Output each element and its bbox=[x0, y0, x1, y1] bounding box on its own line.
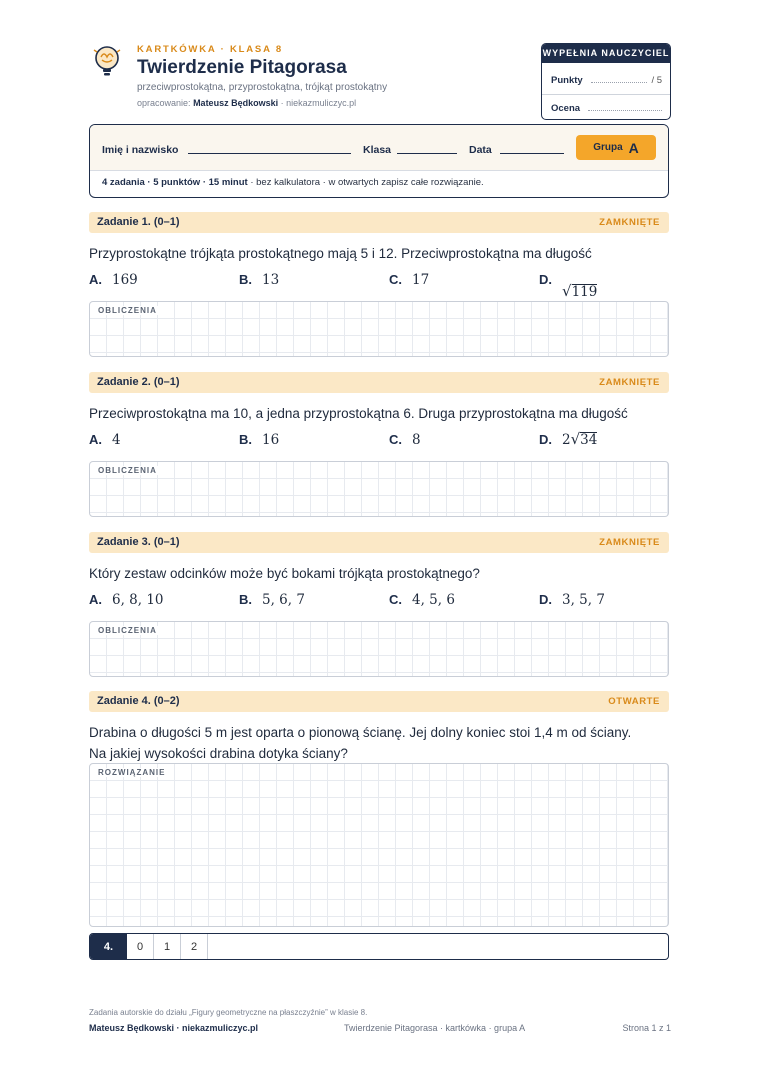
score-option-1[interactable]: 1 bbox=[154, 934, 181, 959]
task-4-score-row bbox=[89, 933, 669, 960]
sqrt-radicand: 34 bbox=[580, 432, 598, 448]
answer-value: 16 bbox=[262, 432, 280, 448]
grade-label: Ocena bbox=[551, 103, 581, 114]
task-4-question-line-1: Drabina o długości 5 m jest oparta o pionową ścianę. Jej dolny koniec stoi 1,4 m od ściany. bbox=[89, 725, 632, 740]
sqrt-radicand: 119 bbox=[571, 284, 598, 300]
grade-field[interactable] bbox=[588, 110, 662, 111]
footer-author: Mateusz Będkowski · niekazmuliczyc.pl bbox=[89, 1023, 259, 1033]
score-option-2[interactable]: 2 bbox=[181, 934, 208, 959]
answer-letter: B. bbox=[239, 432, 252, 447]
task-2-answer-b[interactable] bbox=[239, 432, 279, 448]
work-area-label: OBLICZENIA bbox=[98, 306, 157, 315]
task-2-answer-c[interactable] bbox=[389, 432, 421, 448]
task-3-answers bbox=[89, 592, 669, 612]
answer-letter: A. bbox=[89, 432, 102, 447]
task-1-answers bbox=[89, 272, 669, 300]
answer-value: 5, 6, 7 bbox=[262, 592, 305, 608]
work-area-label: ROZWIĄZANIE bbox=[98, 768, 166, 777]
group-label: Grupa bbox=[593, 142, 623, 153]
answer-value: 4, 5, 6 bbox=[412, 592, 455, 608]
answer-value: 169 bbox=[112, 272, 138, 288]
sqrt-icon: √ bbox=[570, 430, 581, 448]
task-3-header bbox=[89, 532, 669, 553]
task-2-answers bbox=[89, 432, 669, 452]
task-2-answer-a[interactable] bbox=[89, 432, 121, 448]
points-field[interactable] bbox=[591, 82, 648, 83]
answer-letter: D. bbox=[539, 592, 552, 607]
work-area-label: OBLICZENIA bbox=[98, 466, 157, 475]
task-3-answer-a[interactable] bbox=[89, 592, 164, 608]
grade-row bbox=[551, 94, 662, 114]
page-subtitle: przeciwprostokątna, przyprostokątna, trójkąt prostokątny bbox=[137, 82, 388, 93]
answer-letter: A. bbox=[89, 592, 102, 607]
task-1-header bbox=[89, 212, 669, 233]
answer-value: 4 bbox=[112, 432, 121, 448]
task-3-title: Zadanie 3. (0–1) bbox=[97, 536, 180, 548]
sqrt-icon: √ bbox=[562, 282, 572, 300]
test-summary-rest: · bez kalkulatora · w otwartych zapisz całe rozwiązanie. bbox=[247, 177, 484, 188]
task-1-answer-b[interactable] bbox=[239, 272, 279, 288]
name-field[interactable] bbox=[188, 153, 351, 154]
work-area-label: OBLICZENIA bbox=[98, 626, 157, 635]
answer-letter: D. bbox=[539, 272, 552, 287]
task-3-type-tag: ZAMKNIĘTE bbox=[599, 537, 660, 548]
task-1-answer-a[interactable] bbox=[89, 272, 138, 288]
author-prefix: opracowanie: bbox=[137, 98, 191, 108]
task-1-type-tag: ZAMKNIĘTE bbox=[599, 217, 660, 228]
task-1-answer-d[interactable] bbox=[539, 272, 597, 300]
answer-letter: C. bbox=[389, 432, 402, 447]
answer-letter: C. bbox=[389, 272, 402, 287]
task-4-question-line-2: Na jakiej wysokości drabina dotyka ściany? bbox=[89, 746, 348, 761]
page-title: Twierdzenie Pitagorasa bbox=[137, 57, 347, 78]
answer-value: 17 bbox=[412, 272, 430, 288]
author-line bbox=[137, 98, 356, 108]
task-3-answer-b[interactable] bbox=[239, 592, 305, 608]
teacher-box-heading: WYPEŁNIA NAUCZYCIEL bbox=[542, 44, 670, 63]
test-summary bbox=[102, 177, 484, 188]
date-field[interactable] bbox=[500, 153, 564, 154]
class-label: Klasa bbox=[363, 144, 392, 156]
answer-letter: D. bbox=[539, 432, 552, 447]
answer-letter: B. bbox=[239, 592, 252, 607]
answer-letter: C. bbox=[389, 592, 402, 607]
name-label: Imię i nazwisko bbox=[102, 144, 179, 156]
footer-page-number: Strona 1 z 1 bbox=[622, 1023, 671, 1033]
answer-value: 6, 8, 10 bbox=[112, 592, 164, 608]
worksheet-kicker: KARTKÓWKA · KLASA 8 bbox=[137, 44, 283, 55]
score-option-0[interactable]: 0 bbox=[127, 934, 154, 959]
task-2-title: Zadanie 2. (0–1) bbox=[97, 376, 180, 388]
task-2-answer-d[interactable] bbox=[539, 432, 597, 448]
task-4-type-tag: OTWARTE bbox=[608, 696, 660, 707]
points-label: Punkty bbox=[551, 75, 583, 86]
task-4-solution-area[interactable] bbox=[89, 763, 669, 927]
task-1-title: Zadanie 1. (0–1) bbox=[97, 216, 180, 228]
teacher-box bbox=[541, 43, 671, 120]
task-1-work-area[interactable] bbox=[89, 301, 669, 357]
score-task-number: 4. bbox=[90, 934, 127, 959]
task-3-question: Który zestaw odcinków może być bokami trójkąta prostokątnego? bbox=[89, 566, 480, 581]
task-2-question: Przeciwprostokątna ma 10, a jedna przyprostokątna 6. Druga przyprostokątna ma długość bbox=[89, 406, 628, 421]
task-1-question: Przyprostokątne trójkąta prostokątnego mają 5 i 12. Przeciwprostokątna ma długość bbox=[89, 246, 592, 261]
task-2-header bbox=[89, 372, 669, 393]
points-max: / 5 bbox=[651, 75, 662, 86]
answer-letter: B. bbox=[239, 272, 252, 287]
sqrt-coefficient: 2 bbox=[562, 432, 571, 448]
sqrt-expression bbox=[562, 284, 597, 300]
answer-value: 8 bbox=[412, 432, 421, 448]
student-fields bbox=[90, 125, 668, 171]
lightbulb-logo-icon bbox=[92, 44, 122, 78]
footer-note: Zadania autorskie do działu „Figury geometryczne na płaszczyźnie” w klasie 8. bbox=[89, 1008, 368, 1017]
task-1-answer-c[interactable] bbox=[389, 272, 429, 288]
task-4-title: Zadanie 4. (0–2) bbox=[97, 695, 180, 707]
student-info-box bbox=[89, 124, 669, 198]
answer-letter: A. bbox=[89, 272, 102, 287]
task-3-answer-d[interactable] bbox=[539, 592, 605, 608]
class-field[interactable] bbox=[397, 153, 457, 154]
task-4-header bbox=[89, 691, 669, 712]
group-badge bbox=[576, 135, 656, 160]
test-summary-bold: 4 zadania · 5 punktów · 15 minut bbox=[102, 177, 248, 188]
date-label: Data bbox=[469, 144, 492, 156]
task-3-answer-c[interactable] bbox=[389, 592, 455, 608]
footer-title: Twierdzenie Pitagorasa · kartkówka · grupa A bbox=[344, 1023, 526, 1033]
task-2-type-tag: ZAMKNIĘTE bbox=[599, 377, 660, 388]
points-row bbox=[551, 66, 662, 86]
author-site: · niekazmuliczyc.pl bbox=[280, 98, 357, 108]
task-3-work-area[interactable] bbox=[89, 621, 669, 677]
author-name: Mateusz Będkowski bbox=[193, 98, 279, 108]
answer-value: 3, 5, 7 bbox=[562, 592, 605, 608]
answer-value: 13 bbox=[262, 272, 280, 288]
group-value: A bbox=[628, 139, 639, 156]
sqrt-expression bbox=[562, 432, 597, 448]
task-2-work-area[interactable] bbox=[89, 461, 669, 517]
